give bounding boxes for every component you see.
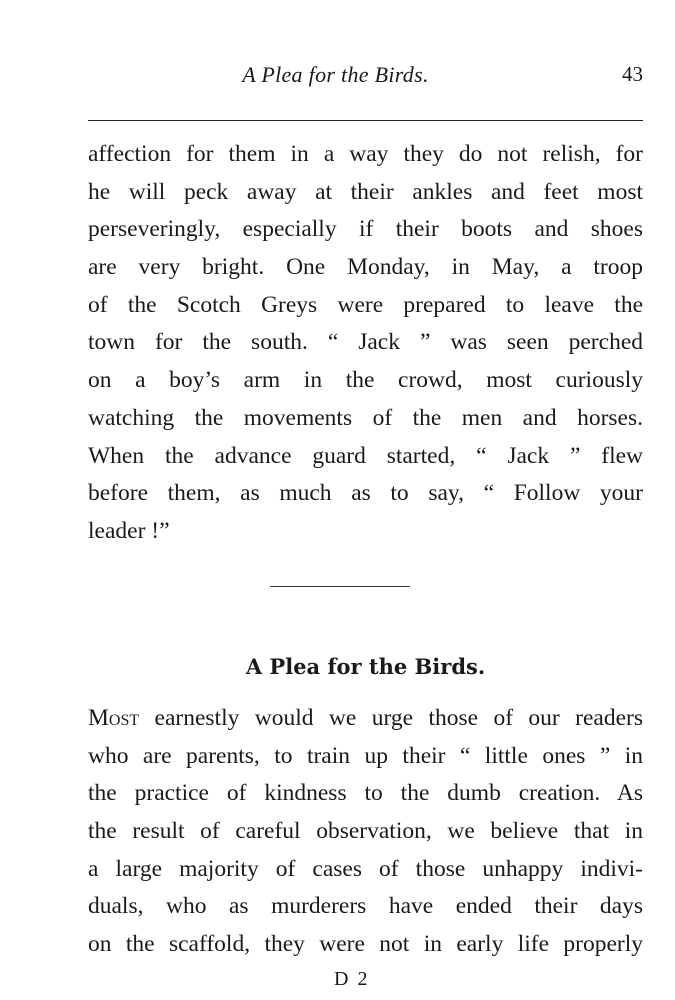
text-line: perseveringly, especially if their boots and shoes bbox=[88, 216, 643, 243]
signature-mark: D 2 bbox=[334, 968, 370, 990]
text-line: town for the south. “ Jack ” was seen perched bbox=[88, 329, 643, 356]
running-head bbox=[88, 62, 643, 92]
first-line-text: earnestly would we urge those of our readers bbox=[139, 705, 643, 731]
text-line: before them, as much as to say, “ Follow your bbox=[88, 480, 643, 507]
drop-word: Most bbox=[88, 705, 140, 731]
text-line: duals, who as murderers have ended their days bbox=[88, 893, 643, 920]
paragraph-continuation bbox=[88, 136, 643, 551]
text-line: affection for them in a way they do not relish, for bbox=[88, 141, 643, 167]
text-line-first bbox=[88, 700, 643, 738]
text-line: are very bright. One Monday, in May, a troop bbox=[88, 254, 643, 281]
text-line: who are parents, to train up their “ little ones ” in bbox=[88, 742, 643, 769]
text-line: the practice of kindness to the dumb creation. As bbox=[88, 780, 643, 807]
paragraph-opening bbox=[88, 700, 643, 964]
text-line: When the advance guard started, “ Jack ” flew bbox=[88, 442, 643, 469]
text-line: of the Scotch Greys were prepared to leave the bbox=[88, 291, 643, 318]
text-line: a large majority of cases of those unhappy indivi- bbox=[88, 855, 643, 882]
section-heading: A Plea for the Birds. bbox=[245, 654, 486, 679]
running-title: A Plea for the Birds. bbox=[242, 62, 429, 87]
text-line: watching the movements of the men and horses. bbox=[88, 404, 643, 431]
text-line: on the scaffold, they were not in early life properly bbox=[88, 931, 643, 958]
text-line: he will peck away at their ankles and feet most bbox=[88, 178, 643, 205]
page-number: 43 bbox=[622, 62, 643, 86]
text-line: the result of careful observation, we believe that in bbox=[88, 818, 643, 845]
section-divider bbox=[270, 586, 410, 587]
header-rule bbox=[88, 120, 643, 121]
text-line: leader !” bbox=[88, 517, 170, 544]
text-line: on a boy’s arm in the crowd, most curiously bbox=[88, 367, 643, 394]
